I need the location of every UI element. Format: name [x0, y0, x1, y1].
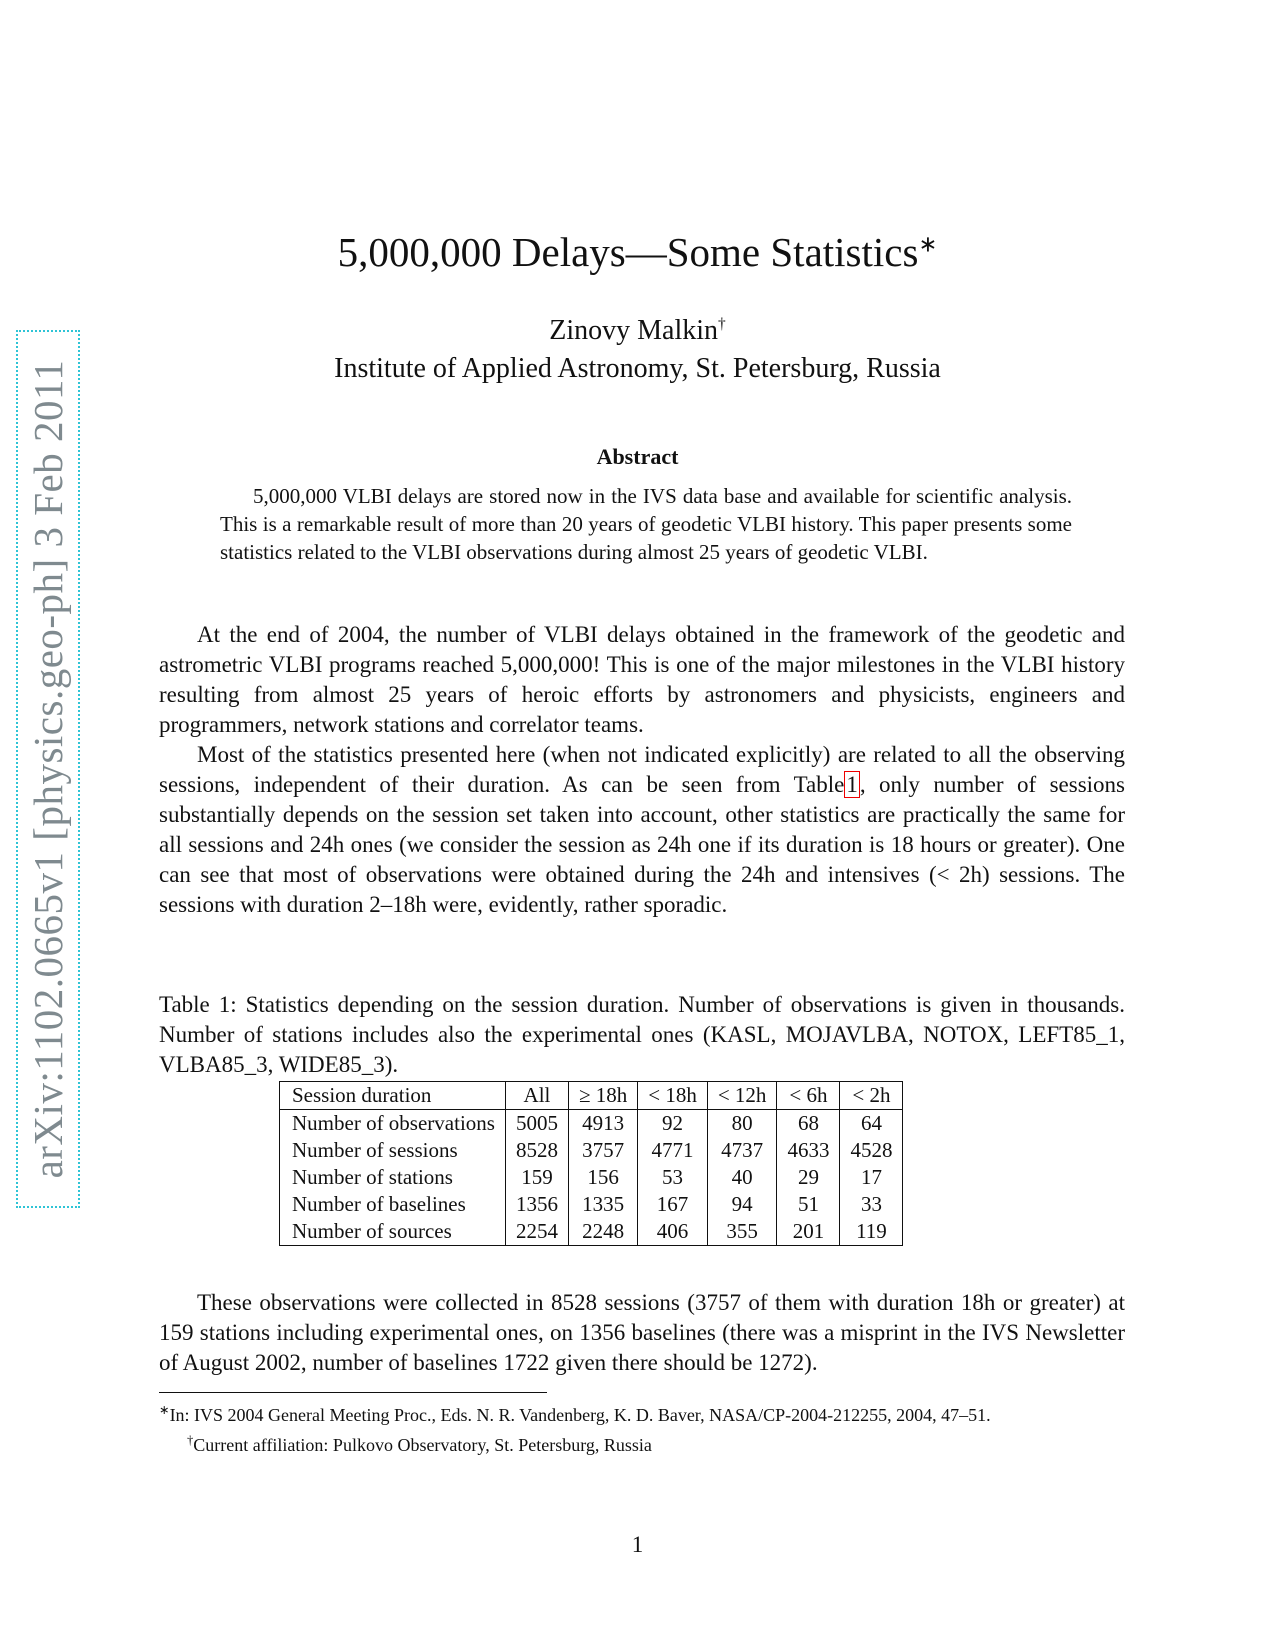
affiliation: Institute of Applied Astronomy, St. Petersburg, Russia: [334, 352, 941, 384]
paragraph-2-end: , only number of sessions substantially depends on the session set taken into account, other statistics are practically the same for all sessions and 24h ones (we consider the session as 24h one if its duration is 18 hours or greater). One can see that most of observations were obtained during the 24h and intensives (< 2h) sessions. The sessions with duration 2–18h were, evidently, rather sporadic.: [159, 772, 1125, 917]
table-header-cell: Session duration: [280, 1082, 506, 1110]
table-row: [280, 1137, 903, 1164]
footnote-2: [159, 1428, 1125, 1458]
author-block: [0, 312, 1275, 388]
table-cell: 167: [638, 1191, 708, 1218]
table-cell: Number of sessions: [280, 1137, 506, 1164]
author-footnote-mark: †: [718, 315, 726, 333]
table-row: [280, 1218, 903, 1246]
table-cell: Number of stations: [280, 1164, 506, 1191]
footnote-2-text: Current affiliation: Pulkovo Observatory, St. Petersburg, Russia: [193, 1435, 652, 1455]
footnote-1-text: In: IVS 2004 General Meeting Proc., Eds. N. R. Vandenberg, K. D. Baver, NASA/CP-2004-212255, 2004, 47–51.: [169, 1405, 991, 1425]
paragraph-1: At the end of 2004, the number of VLBI delays obtained in the framework of the geodetic and astrometric VLBI programs reached 5,000,000! This is one of the major milestones in the VLBI history resulting from almost 25 years of heroic efforts by astronomers and physicists, engineers and programmers, network stations and correlator teams.: [159, 622, 1125, 737]
table-cell: 40: [707, 1164, 777, 1191]
paper-title: [0, 228, 1275, 276]
table-header-cell: < 2h: [840, 1082, 903, 1110]
table-header-row: [280, 1082, 903, 1110]
table-cell: 1356: [505, 1191, 568, 1218]
table-cell: 2248: [568, 1218, 637, 1246]
footnotes: [159, 1398, 1125, 1458]
table-cell: 406: [638, 1218, 708, 1246]
table-row: [280, 1164, 903, 1191]
table-cell: 119: [840, 1218, 903, 1246]
footnote-2-mark: †: [187, 1433, 194, 1447]
table-cell: 51: [777, 1191, 840, 1218]
statistics-table: [279, 1081, 903, 1246]
abstract-text: 5,000,000 VLBI delays are stored now in the IVS data base and available for scientific analysis. This is a remarkable result of more than 20 years of geodetic VLBI history. This paper presents some statistics related to the VLBI observations during almost 25 years of geodetic VLBI.: [220, 484, 1072, 564]
footnote-1: [159, 1398, 1125, 1428]
paragraph-3: These observations were collected in 8528 sessions (3757 of them with duration 18h or greater) at 159 stations including experimental ones, on 1356 baselines (there was a misprint in the IVS Newsletter of August 2002, number of baselines 1722 given there should be 1272).: [159, 1290, 1125, 1375]
arxiv-stamp-text: arXiv:1102.0665v1 [physics.geo-ph] 3 Feb 2011: [25, 359, 71, 1179]
title-text: 5,000,000 Delays—Some Statistics: [337, 229, 919, 275]
table-cell: 53: [638, 1164, 708, 1191]
table-cell: 29: [777, 1164, 840, 1191]
table-cell: 64: [840, 1110, 903, 1138]
table-header-cell: < 6h: [777, 1082, 840, 1110]
table-cell: 8528: [505, 1137, 568, 1164]
table-cell: 201: [777, 1218, 840, 1246]
table-row: [280, 1110, 903, 1138]
table-reference-link[interactable]: 1: [846, 772, 858, 797]
title-footnote-mark: ∗: [918, 231, 938, 257]
footnote-divider: [159, 1392, 547, 1393]
table-cell: 92: [638, 1110, 708, 1138]
table-cell: 3757: [568, 1137, 637, 1164]
paragraph-2: [159, 740, 1125, 920]
table-cell: 4633: [777, 1137, 840, 1164]
author-name: Zinovy Malkin: [549, 315, 719, 346]
table-cell: 17: [840, 1164, 903, 1191]
table-cell: 94: [707, 1191, 777, 1218]
abstract-heading: Abstract: [596, 444, 679, 469]
paragraph-2-start: Most of the statistics presented here (when not indicated explicitly) are related to all the observing sessions, independent of their duration. As can be seen from Table: [159, 742, 1125, 797]
table-cell: 156: [568, 1164, 637, 1191]
table-cell: 80: [707, 1110, 777, 1138]
body-section-1: [159, 620, 1125, 920]
page-number: 1: [631, 1532, 644, 1557]
table-row: [280, 1191, 903, 1218]
table-cell: 68: [777, 1110, 840, 1138]
table-cell: 33: [840, 1191, 903, 1218]
table-header-cell: < 18h: [638, 1082, 708, 1110]
table-cell: 355: [707, 1218, 777, 1246]
table-header-cell: < 12h: [707, 1082, 777, 1110]
table-header-cell: All: [505, 1082, 568, 1110]
body-section-2: [159, 1288, 1125, 1378]
table-header-cell: ≥ 18h: [568, 1082, 637, 1110]
table-cell: 4737: [707, 1137, 777, 1164]
table-cell: Number of baselines: [280, 1191, 506, 1218]
table-cell: 1335: [568, 1191, 637, 1218]
table-cell: Number of sources: [280, 1218, 506, 1246]
table-cell: 4913: [568, 1110, 637, 1138]
table-cell: 4528: [840, 1137, 903, 1164]
table-cell: 4771: [638, 1137, 708, 1164]
table-cell: Number of observations: [280, 1110, 506, 1138]
table-cell: 159: [505, 1164, 568, 1191]
table-cell: 5005: [505, 1110, 568, 1138]
table-caption: Table 1: Statistics depending on the session duration. Number of observations is given in thousands. Number of stations includes also the experimental ones (KASL, MOJAVLBA, NOTOX, LEFT85_1, VLBA85_3, WIDE85_3).: [159, 992, 1125, 1077]
table-cell: 2254: [505, 1218, 568, 1246]
footnote-1-mark: ∗: [159, 1403, 170, 1417]
